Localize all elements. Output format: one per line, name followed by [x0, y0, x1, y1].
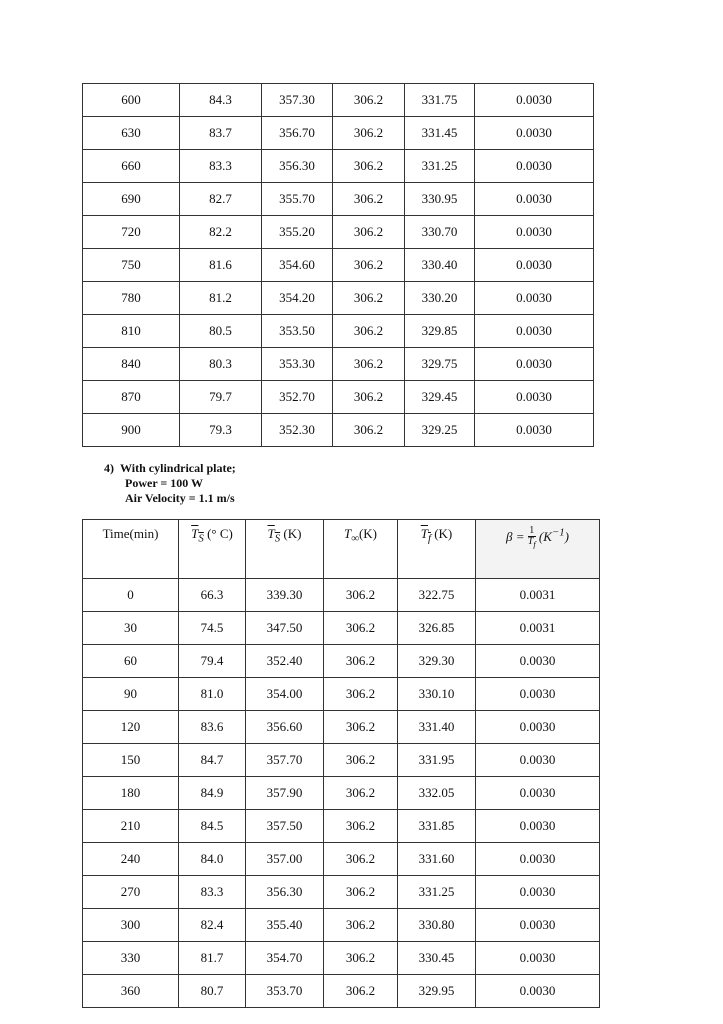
table-cell: 79.3	[180, 414, 262, 447]
table-row	[83, 876, 600, 909]
table-row	[83, 249, 594, 282]
data-table-continued	[82, 83, 594, 447]
table-cell: 330.20	[405, 282, 475, 315]
table-cell: 30	[83, 612, 179, 645]
table-cell: 357.70	[246, 744, 324, 777]
table-cell: 84.3	[180, 84, 262, 117]
table-cell: 84.5	[179, 810, 246, 843]
table-cell: 330.45	[398, 942, 476, 975]
table-cell: 352.40	[246, 645, 324, 678]
table-cell: 0.0030	[475, 183, 594, 216]
table-cell: 306.2	[324, 645, 398, 678]
table-cell: 354.70	[246, 942, 324, 975]
table-cell: 84.9	[179, 777, 246, 810]
table-cell: 0.0030	[476, 777, 600, 810]
table-row	[83, 183, 594, 216]
table-cell: 630	[83, 117, 180, 150]
table-cell: 300	[83, 909, 179, 942]
table-cell: 74.5	[179, 612, 246, 645]
table-cell: 150	[83, 744, 179, 777]
table-cell: 306.2	[324, 810, 398, 843]
table-row	[83, 909, 600, 942]
table-row	[83, 711, 600, 744]
table-cell: 0.0030	[476, 843, 600, 876]
table-cell: 83.7	[180, 117, 262, 150]
table-cell: 331.25	[405, 150, 475, 183]
table-cell: 81.7	[179, 942, 246, 975]
table-cell: 0.0030	[476, 975, 600, 1008]
table-cell: 357.30	[262, 84, 333, 117]
header-time: Time(min)	[83, 520, 179, 579]
table-cell: 79.4	[179, 645, 246, 678]
table-cell: 353.50	[262, 315, 333, 348]
table-cell: 0.0030	[476, 645, 600, 678]
table-cell: 80.5	[180, 315, 262, 348]
table-cell: 357.90	[246, 777, 324, 810]
header-ts-celsius: $T_S$ (° C)	[179, 520, 246, 579]
table-cell: 79.7	[180, 381, 262, 414]
table-cell: 83.3	[180, 150, 262, 183]
table-cell: 360	[83, 975, 179, 1008]
table-cell: 339.30	[246, 579, 324, 612]
table-cell: 750	[83, 249, 180, 282]
table-cell: 0.0030	[476, 744, 600, 777]
table-cell: 353.70	[246, 975, 324, 1008]
table-cell: 356.30	[262, 150, 333, 183]
table-cell: 0.0030	[476, 678, 600, 711]
table-cell: 306.2	[324, 678, 398, 711]
header-tf: $T_f$ (K)	[398, 520, 476, 579]
table-cell: 83.3	[179, 876, 246, 909]
table-cell: 306.2	[324, 711, 398, 744]
table-cell: 330.40	[405, 249, 475, 282]
table-cell: 331.95	[398, 744, 476, 777]
table-cell: 0.0030	[476, 876, 600, 909]
table-cell: 0.0030	[476, 909, 600, 942]
table-cell: 331.25	[398, 876, 476, 909]
table-cell: 306.2	[324, 942, 398, 975]
table-cell: 354.20	[262, 282, 333, 315]
table-cell: 355.40	[246, 909, 324, 942]
table-cell: 322.75	[398, 579, 476, 612]
table-cell: 329.95	[398, 975, 476, 1008]
table-cell: 0.0030	[475, 216, 594, 249]
table-cell: 0.0030	[475, 381, 594, 414]
table-cell: 600	[83, 84, 180, 117]
section-heading	[104, 461, 236, 506]
table-cell: 84.0	[179, 843, 246, 876]
table-cell: 330.95	[405, 183, 475, 216]
table-cell: 330.80	[398, 909, 476, 942]
table-cell: 120	[83, 711, 179, 744]
table-cell: 352.70	[262, 381, 333, 414]
table-cell: 80.3	[180, 348, 262, 381]
table-cell: 66.3	[179, 579, 246, 612]
table-cell: 331.60	[398, 843, 476, 876]
table-cell: 347.50	[246, 612, 324, 645]
table-header-row	[83, 520, 600, 579]
table-cell: 0.0030	[475, 150, 594, 183]
header-ts-kelvin: $T_S$ (K)	[246, 520, 324, 579]
table-cell: 326.85	[398, 612, 476, 645]
table-cell: 80.7	[179, 975, 246, 1008]
table-cell: 306.2	[333, 216, 405, 249]
table-cell: 306.2	[324, 843, 398, 876]
table-cell: 0.0030	[476, 810, 600, 843]
table-cell: 0.0030	[475, 84, 594, 117]
table-cell: 900	[83, 414, 180, 447]
table-row	[83, 117, 594, 150]
table-row	[83, 282, 594, 315]
table-cell: 180	[83, 777, 179, 810]
table-cell: 331.40	[398, 711, 476, 744]
table-cell: 210	[83, 810, 179, 843]
table-cell: 354.60	[262, 249, 333, 282]
table-cell: 240	[83, 843, 179, 876]
table-cell: 870	[83, 381, 180, 414]
table-row	[83, 612, 600, 645]
section-title: 4) With cylindrical plate;	[104, 461, 236, 475]
table-cell: 330	[83, 942, 179, 975]
table-cell: 90	[83, 678, 179, 711]
table-row	[83, 315, 594, 348]
table-cell: 306.2	[333, 315, 405, 348]
table-cell: 0.0030	[475, 282, 594, 315]
table-cell: 0.0031	[476, 612, 600, 645]
table-cell: 82.2	[180, 216, 262, 249]
table-cell: 0.0030	[475, 414, 594, 447]
table-cell: 306.2	[324, 579, 398, 612]
table-cell: 329.75	[405, 348, 475, 381]
table-cell: 331.45	[405, 117, 475, 150]
table-row	[83, 744, 600, 777]
table-cell: 660	[83, 150, 180, 183]
table-cell: 306.2	[324, 744, 398, 777]
table-cell: 0.0030	[475, 348, 594, 381]
table-cell: 0.0030	[475, 117, 594, 150]
table-cell: 329.45	[405, 381, 475, 414]
table-cell: 82.4	[179, 909, 246, 942]
table-row	[83, 843, 600, 876]
table-cell: 306.2	[324, 909, 398, 942]
table-row	[83, 975, 600, 1008]
table-row	[83, 381, 594, 414]
table-cell: 780	[83, 282, 180, 315]
table-row	[83, 678, 600, 711]
table-cell: 330.10	[398, 678, 476, 711]
table-cell: 331.75	[405, 84, 475, 117]
table-cell: 0.0030	[476, 942, 600, 975]
table-cell: 332.05	[398, 777, 476, 810]
table-row	[83, 579, 600, 612]
table-cell: 306.2	[324, 777, 398, 810]
table-cell: 690	[83, 183, 180, 216]
table-cell: 306.2	[333, 183, 405, 216]
table-cell: 306.2	[324, 975, 398, 1008]
table-cell: 83.6	[179, 711, 246, 744]
table-cell: 81.0	[179, 678, 246, 711]
table-cell: 82.7	[180, 183, 262, 216]
table-row	[83, 810, 600, 843]
table-row	[83, 84, 594, 117]
table-cell: 0.0030	[476, 711, 600, 744]
table-cell: 356.60	[246, 711, 324, 744]
table-cell: 0	[83, 579, 179, 612]
header-beta: β = $\frac{1}{T_f}$ $(K^{-1})$	[476, 520, 600, 579]
table-cell: 330.70	[405, 216, 475, 249]
table-row	[83, 777, 600, 810]
table-cell: 306.2	[333, 117, 405, 150]
table-cell: 0.0030	[475, 249, 594, 282]
header-t-infinity: $T_\infty(K)$	[324, 520, 398, 579]
section-power: Power = 100 W	[125, 476, 204, 490]
table-cell: 356.70	[262, 117, 333, 150]
table-cell: 353.30	[262, 348, 333, 381]
table-row	[83, 150, 594, 183]
table-cell: 329.30	[398, 645, 476, 678]
table-cell: 329.25	[405, 414, 475, 447]
table-cell: 84.7	[179, 744, 246, 777]
table-cell: 81.6	[180, 249, 262, 282]
table-cell: 306.2	[333, 381, 405, 414]
table-cell: 306.2	[324, 876, 398, 909]
table-cell: 270	[83, 876, 179, 909]
table-cell: 810	[83, 315, 180, 348]
table-cell: 840	[83, 348, 180, 381]
table-cell: 357.00	[246, 843, 324, 876]
table-cell: 306.2	[333, 282, 405, 315]
table-cell: 331.85	[398, 810, 476, 843]
table-cell: 0.0031	[476, 579, 600, 612]
data-table-cylindrical-plate	[82, 519, 600, 1008]
table-cell: 355.70	[262, 183, 333, 216]
table-cell: 60	[83, 645, 179, 678]
table-cell: 356.30	[246, 876, 324, 909]
table-cell: 306.2	[333, 84, 405, 117]
table-cell: 306.2	[333, 414, 405, 447]
table-cell: 720	[83, 216, 180, 249]
table-cell: 352.30	[262, 414, 333, 447]
table-cell: 357.50	[246, 810, 324, 843]
table-row	[83, 348, 594, 381]
table-cell: 306.2	[333, 249, 405, 282]
table-cell: 81.2	[180, 282, 262, 315]
table-cell: 355.20	[262, 216, 333, 249]
table-cell: 306.2	[333, 150, 405, 183]
table-cell: 0.0030	[475, 315, 594, 348]
table-row	[83, 414, 594, 447]
table-row	[83, 216, 594, 249]
table-row	[83, 645, 600, 678]
table-cell: 329.85	[405, 315, 475, 348]
table-cell: 306.2	[333, 348, 405, 381]
table-cell: 306.2	[324, 612, 398, 645]
section-air-velocity: Air Velocity = 1.1 m/s	[125, 491, 235, 505]
table-row	[83, 942, 600, 975]
table-cell: 354.00	[246, 678, 324, 711]
